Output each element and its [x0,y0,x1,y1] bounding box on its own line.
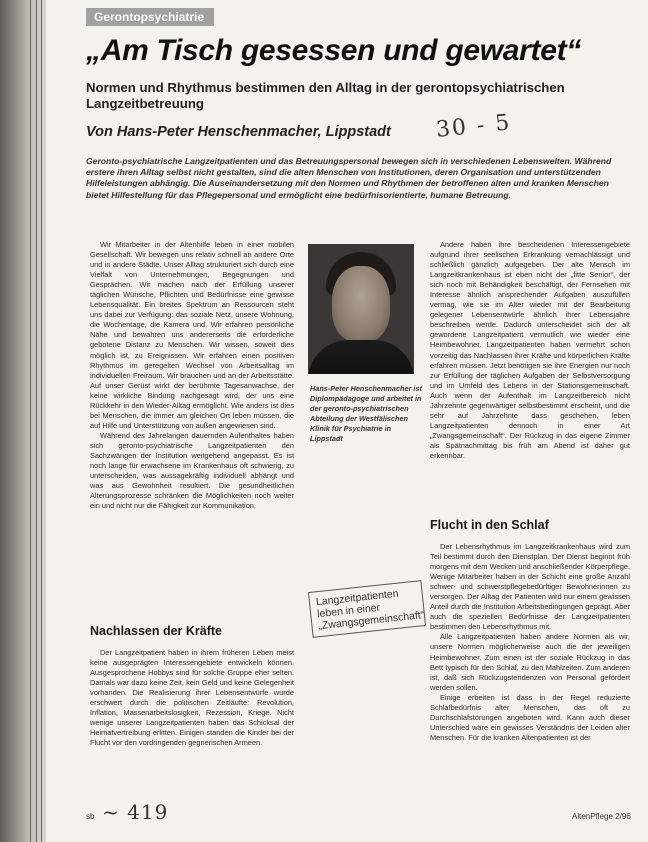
handwritten-note: 30 - 5 [434,110,513,143]
page-stack-line [30,0,31,842]
pull-quote: Langzeitpatienten leben in einer „Zwangsgemeinschaft“ [308,580,426,638]
handwritten-page-number: ~ 419 [102,800,169,824]
article-subtitle: Normen und Rhythmus bestimmen den Alltag in der gerontopsychiatrischen Langzeitbetreuung [86,80,565,111]
body-paragraph: Andere haben ihre bescheidenen Interessengebiete aufgrund ihrer seelischen Erkrankung vernachlässigt und schließlich gänzlich aufgegeben. Der alte Mensch im Langzeitkrankenhaus ist eben nicht der „fitte Senior“, der sich noch mit Behändigkeit beschäftigt, der Fernsehen mit Interesse ähnlich ansprechender Aufgaben auszufüllen vermag, wie sie im Alter wieder mit der Bearbeitung gelegener Lebensentwürfe ähnlich ihrer Lebensjahre beschreiben werde. Dadurch unterscheidet sich der alt gewordene Langzeitpatient vermutlich wie wieder eine Heimbewohner. Langzeitpatienten haben vermehrt schon vorzeitig das Nachlassen ihrer Kräfte und körperlichen Kräfte erfahren müssen. Jetzt benötigen sie ihre Energien nur noch zur Erfüllung der täglichen Aufgaben der Selbstversorgung und im Umfeld des Lebens in der Stationsgemeinschaft. Auch wenn der Aufenthalt im Langzeitbereich nicht Jahrzehnte gegenwärtiger selbstbestimmt erscheint, und die sehr auf Jahrzehnte dass geschehen, leben Langzeitpatienten dennoch in einer Art „Zwangsgemeinschaft“. Der Rückzug in das eigene Zimmer als Spätnachmittag bis früh am Abend ist daher gut erkennbar. [430,240,630,460]
body-paragraph: Wir Mitarbeiter in der Altenhilfe leben in einer mobilen Gesellschaft. Wir bewegen uns relativ schnell an andere Orte und in andere Städte. Unser Alltag strukturiert sich durch eine Vielfalt von Unternehmungen, Begegnungen und Gesprächen. Wir machen nach der Erfüllung unserer täglichen Wünsche, Pflichten und Bedürfnisse eine gewisse Lebensqualität. Ein breites Spektrum an Ressourcen steht uns dabei zur Verfügung: das soziale Netz, unsere Wohnung, die Wochentage, die Kamera und. Wir erfahren persönliche Nähe und bewahren uns andererseits die erforderliche gebotene Distanz zu Menschen. Wir wissen, soweit dies möglich ist, zu Ereignissen. Wir erfahren einen positiven Rhythmus im geregelten Wechsel von Arbeitsalltag im individuellen Freiraum. Wir brauchen und an der Arbeitsstätte. Auf unser Gerüst wirkt der berühmte Tagesanwachse, der keine wirkliche Bindung nachgesagt wird, der uns eine Rückkehr in den Wieder-Alltag ermöglicht. Wie anders ist dies bei Menschen, die immer am gleichen Ort leben müssen, die auf Hilfe und Unterstützung von außen angewiesen sind. [90,240,294,430]
body-paragraph: Alle Langzeitpatienten haben andere Normen als wir, unsere Normen möglicherweise auch die der jeweiligen Heimbewohner. Zum einen ist der soziale Rückzug in das Bett typisch für den Schlaf, zu den Mahlzeiten. Zum anderen ist, daß sich Rückzugstendenzen von Personal gefördert werden sollen. [430,632,630,692]
intro-lead: Geronto-psychiatrische Langzeitpatienten und das Betreuungspersonal bewegen sich in verschiedenen Lebenswelten. Während erstere ihren Alltag selbst nicht gestalten, sind die alten Menschen von Institutionen, deren Organisation und unterstützenden Hilfeleistungen abhängig. Die Auseinandersetzung mit den Normen und Rhythmen der betroffenen alten und kranken Menschen bietet Hilfestellung für das Pflegepersonal und ermöglicht eine bedürfnisorientierte, humane Betreuung. [86,156,612,200]
author-line: Von Hans-Peter Henschenmacher, Lippstadt [86,124,391,140]
scan-binding-edge [0,0,46,842]
photo-face [332,266,390,342]
section-label: Gerontopsychiatrie [86,8,214,26]
page-stack-line [41,0,42,842]
body-paragraph: Der Langzeitpatient haben in ihrem früheren Leben meist keine ausgeprägten Interessengebiete entwickeln können. Ausgesprochene Hobbys sind für solche Gruppe eher selten. Damals war dazu keine Zeit, kein Geld und keine Gelegenheit vorhanden. Die Realisierung ihrer Lebensentwürfe wurde erschwert durch die politischen Zeitläufte: Revolution, Inflation, Massenarbeitslosigkeit, Rezession, Kriege. Nicht wenige unserer Langzeitpatienten haben das Schicksal der Heimatvertreibung erlitten. Einigen standen die Kinder bei der Flucht vor den vordringenden gegnerischen Armeen. [90,648,294,748]
column-1 [90,240,294,614]
author-photo [308,244,414,374]
body-paragraph: Der Lebensrhythmus im Langzeitkrankenhaus wird zum Teil bestimmt durch den Dienstplan. Der Dienst beginnt früh morgens mit dem Wecken und anschließender Körperpflege. Wenige Mitarbeiter haben in der Schicht eine große Anzahl schwer- und schwerstpflegebedürftiger Bewohnerinnen zu versorgen. Der Alltag der Patienten wird nur einem gewissen Anteil durch die Institution Arbeitsbedingungen geprägt. Aber auch die speziellen Bedürfnisse der Langzeitpatienten bestimmen den Lebensrhythmus mit. [430,542,630,632]
column-3 [430,240,630,504]
article-title: „Am Tisch gesessen und gewartet“ [86,34,581,67]
photo-caption: Hans-Peter Henschenmacher ist Diplompädagoge und arbeitet in der geronto-psychiatrischen Abteilung der Westfälischen Klinik für Psychiatrie in Lippstadt [310,384,422,443]
body-paragraph: Einige erbeiten ist dass in der Regel reduzierte Schlafbedürfnis alter Menschen, das oft zu Durchschlafstörungen angeboten wird. Kann auch dieser Unterschied wäre ein gewisses Verständnis der Leiden alter Menschen. Für die kranken Altenpatienten ist der [430,692,630,742]
section-heading-flucht: Flucht in den Schlaf [430,518,549,532]
page-stack-line [36,0,37,842]
photo-shirt [308,340,414,374]
column-3-continued [430,542,630,778]
footer-left-mark: sb [86,812,95,821]
section-heading-nachlassen: Nachlassen der Kräfte [90,624,223,638]
body-paragraph: Während des Jahrelangen dauernden Aufenthaltes haben sich geronto-psychiatrische Langzeitpatienten den Sachzwängen der Institution weitgehend angepasst. Es ist noch lange für erwachsene im Krankenhaus oft schwierig, zu unterscheiden, was aussagekräftig individuell abhängt und was aus Gewohnheit resultiert. Die gesundheitlichen Alterungsprozesse schränken die Möglichkeiten noch weiter ein und nicht nur die Fähigkeit zur Kommunikation. [90,430,294,511]
column-1-continued [90,648,294,784]
footer-journal: AltenPflege 2/96 [572,812,631,821]
